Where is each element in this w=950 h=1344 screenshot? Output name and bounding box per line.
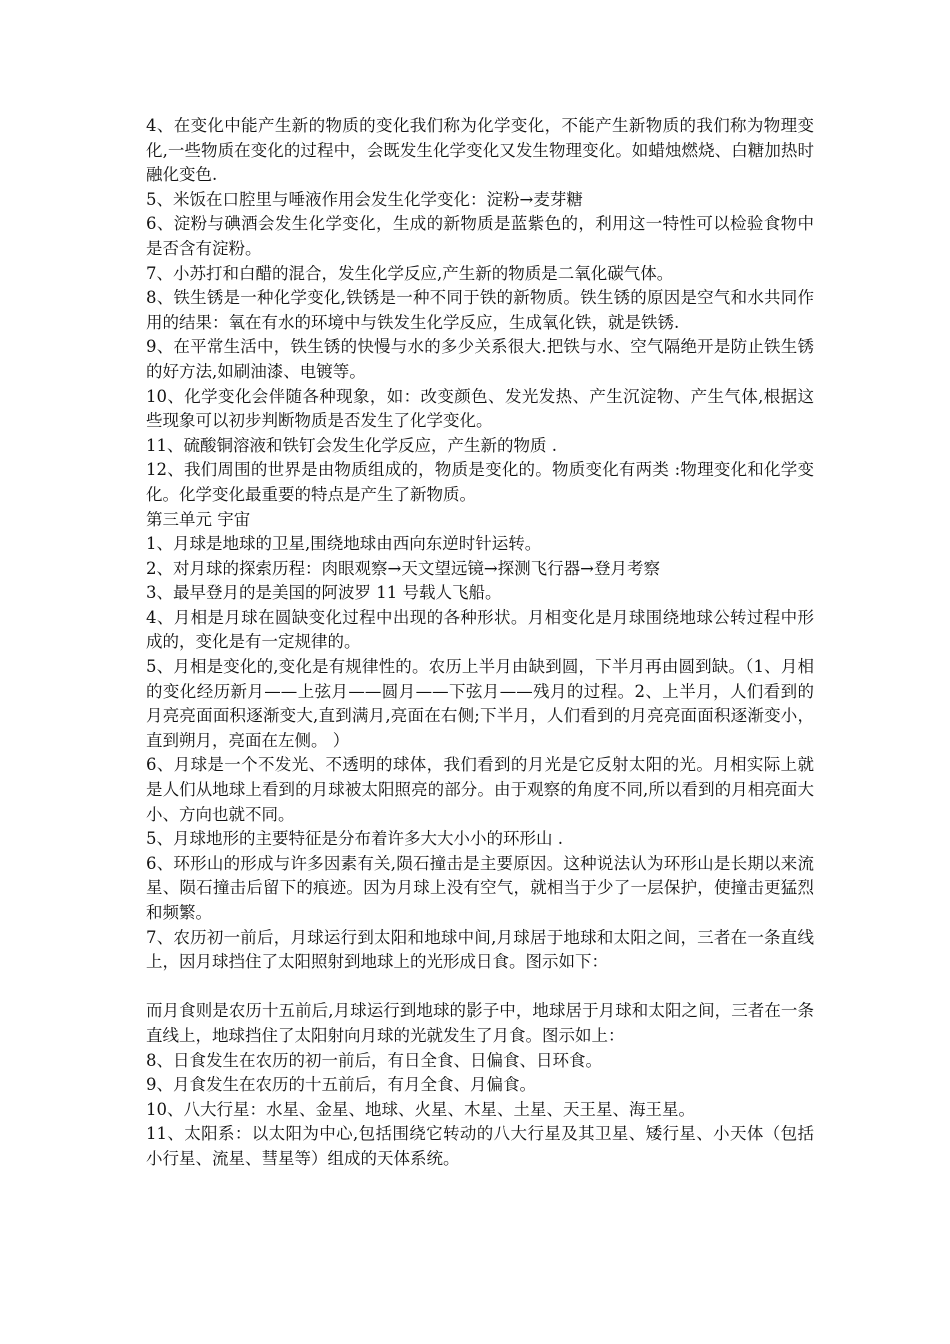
paragraph-item-9-lunar-eclipse-types: 9、月食发生在农历的十五前后，有月全食、月偏食。 (146, 1075, 536, 1095)
paragraph-item-6-crater-formation: 6、环形山的形成与许多因素有关,陨石撞击是主要原因。这种说法认为环形山是长期以来流星、陨石撞击后留下的痕迹。因为月球上没有空气，就相当于少了一层保护，使撞击更猛烈和频繁。 (146, 853, 814, 922)
blank-line (146, 975, 814, 1000)
paragraph-item-5-rice-saliva: 5、米饭在口腔里与唾液作用会发生化学变化：淀粉→麦芽糖 (146, 189, 583, 209)
paragraph-item-8-solar-eclipse-types: 8、日食发生在农历的初一前后，有日全食、日偏食、日环食。 (146, 1050, 602, 1070)
paragraph-item-7-solar-eclipse: 7、农历初一前后，月球运行到太阳和地球中间,月球居于地球和太阳之间，三者在一条直线上，因月球挡住了太阳照射到地球上的光形成日食。图示如下： (146, 927, 814, 972)
paragraph-item-5-phase-pattern: 5、月相是变化的,变化是有规律性的。农历上半月由缺到圆，下半月再由圆到缺。（1、月相的变化经历新月——上弦月——圆月——下弦月——残月的过程。2、上半月，人们看到的月亮亮面面积逐渐变大,直到满月,亮面在右侧;下半月，人们看到的月亮亮面面积逐渐变小，直到朔月，亮面在左侧。 ） (146, 657, 814, 750)
paragraph-item-10-chemical-phenomena: 10、化学变化会伴随各种现象，如：改变颜色、发光发热、产生沉淀物、产生气体,根据这些现象可以初步判断物质是否发生了化学变化。 (146, 386, 814, 431)
paragraph-item-7-baking-soda-vinegar: 7、小苏打和白醋的混合，发生化学反应,产生新的物质是二氧化碳气体。 (146, 263, 674, 283)
paragraph-lunar-eclipse: 而月食则是农历十五前后,月球运行到地球的影子中，地球居于月球和太阳之间，三者在一条直线上，地球挡住了太阳射向月球的光就发生了月食。图示如上： (146, 1001, 814, 1045)
paragraph-item-4-chemical-change: 4、在变化中能产生新的物质的变化我们称为化学变化，不能产生新物质的我们称为物理变化,一些物质在变化的过程中，会既发生化学变化又发生物理变化。如蜡烛燃烧、白糖加热时融化变色. (146, 116, 814, 185)
paragraph-item-6-starch-iodine: 6、淀粉与碘酒会发生化学变化，生成的新物质是蓝紫色的，利用这一特性可以检验食物中是否含有淀粉。 (146, 214, 814, 258)
paragraph-item-4-moon-phases: 4、月相是月球在圆缺变化过程中出现的各种形状。月相变化是月球围绕地球公转过程中形成的，变化是有一定规律的。 (146, 607, 814, 652)
paragraph-item-3-apollo-11: 3、最早登月的是美国的阿波罗 11 号载人飞船。 (146, 583, 502, 603)
paragraph-item-9-rust-prevention: 9、在平常生活中，铁生锈的快慢与水的多少关系很大.把铁与水、空气隔绝开是防止铁生锈的好方法,如刷油漆、电镀等。 (146, 337, 814, 381)
section-heading-unit-3: 第三单元 宇宙 (146, 509, 251, 529)
paragraph-item-5-craters: 5、月球地形的主要特征是分布着许多大大小小的环形山 . (146, 829, 563, 849)
paragraph-item-11-solar-system: 11、太阳系：以太阳为中心,包括围绕它转动的八大行星及其卫星、矮行星、小天体（包括小行星、流星、彗星等）组成的天体系统。 (146, 1124, 814, 1168)
document-body (146, 114, 814, 1172)
paragraph-item-1-moon-satellite: 1、月球是地球的卫星,围绕地球由西向东逆时针运转。 (146, 534, 542, 554)
paragraph-item-12-matter-changes: 12、我们周围的世界是由物质组成的，物质是变化的。物质变化有两类 :物理变化和化学变化。化学变化最重要的特点是产生了新物质。 (146, 460, 814, 504)
paragraph-item-10-eight-planets: 10、八大行星：水星、金星、地球、火星、木星、土星、天王星、海王星。 (146, 1099, 695, 1119)
paragraph-item-2-moon-exploration: 2、对月球的探索历程：肉眼观察→天文望远镜→探测飞行器→登月考察 (146, 558, 660, 578)
paragraph-item-8-iron-rust: 8、铁生锈是一种化学变化,铁锈是一种不同于铁的新物质。铁生锈的原因是空气和水共同作用的结果：氧在有水的环境中与铁发生化学反应，生成氧化铁，就是铁锈. (146, 288, 814, 332)
paragraph-item-11-copper-sulfate: 11、硫酸铜溶液和铁钉会发生化学反应，产生新的物质 . (146, 435, 557, 455)
paragraph-item-6-moonlight: 6、月球是一个不发光、不透明的球体，我们看到的月光是它反射太阳的光。月相实际上就是人们从地球上看到的月球被太阳照亮的部分。由于观察的角度不同,所以看到的月相亮面大小、方向也就不同。 (146, 755, 814, 824)
